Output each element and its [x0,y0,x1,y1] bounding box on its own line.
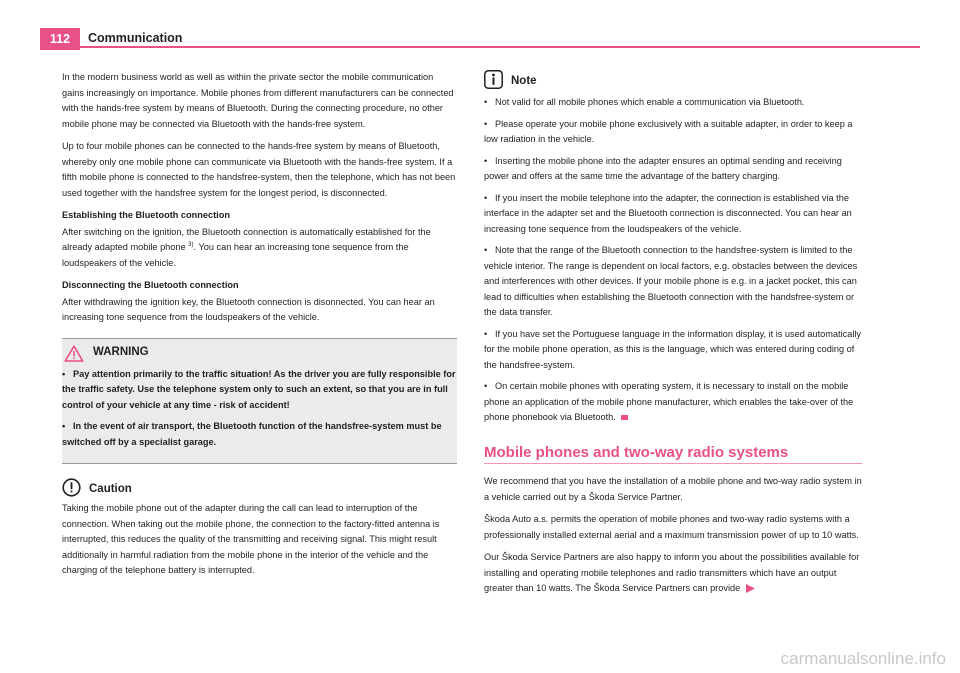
warning-header [62,345,457,362]
note-item: • Not valid for all mobile phones which enable a communication via Bluetooth. [484,95,862,111]
note-item: • Please operate your mobile phone exclusively with a suitable adapter, in order to keep a low radiation in the vehicle. [484,118,853,144]
bullet-icon: • [62,421,66,431]
page-number: 112 [40,28,80,50]
bullet-icon: • [484,381,488,391]
intro-paragraph: Up to four mobile phones can be connected to the hands-free system by means of Bluetooth, whereby only one mobile phone can communicate via Bluetooth with the hands-free system. If a fifth mobile phone is connected to the handsfree-system, then the telephone, which has not been used together with the handsfree system for the longest period, is disconnected. [62,141,456,198]
bullet-icon: • [484,118,488,129]
section-paragraph: Our Škoda Service Partners are also happy to inform you about the possibilities available for installing and operating mobile telephones and radio transmitters which have an output greater than 10 watts. The Škoda Service Partners can provide [484,552,860,593]
note-item: • If you insert the mobile telephone into the adapter, the connection is established via the interface in the adapter set and the Bluetooth connection is disconnected. You can hear an increasing tone sequence from the loudspeakers of the vehicle. [484,192,852,234]
footnote-ref[interactable]: 3) [188,241,194,248]
header-title: Communication [88,31,183,45]
section-rule [484,463,862,464]
warning-item: • In the event of air transport, the Bluetooth function of the handsfree-system must be switched off by a specialist garage. [62,421,442,447]
note-item: • Inserting the mobile phone into the adapter ensures an optimal sending and receiving power and offers at the same time the advantage of the battery charging. [484,155,842,181]
warning-box [62,338,457,465]
watermark: carmanualsonline.info [780,649,946,668]
page-header [0,0,960,48]
note-item: • On certain mobile phones with operating system, it is necessary to install on the mobile phone an application of the mobile phone manufacturer, which enables the take-over of the phone phonebook via Bluetooth. [484,381,854,422]
establishing-text: After switching on the ignition, the Bluetooth connection is automatically established for the already adapted mobile phone $^{3)}$. You can hear an increasing tone sequence from the loudspeakers of the vehicle. [62,226,431,268]
section-paragraph: We recommend that you have the installation of a mobile phone and two-way radio system in a vehicle carried out by a Škoda Service Partner. [484,476,862,502]
establishing-heading: Establishing the Bluetooth connection [62,210,230,220]
right-column [484,70,862,604]
caution-text: Taking the mobile phone out of the adapter during the call can lead to interruption of the connection. When taking out the mobile phone, the connection to the factory-fitted antenna is interrupted, this reduces the quality of the transmitting and receiving signal. This might result additionally in harmful radiation from the mobile phone in the interior of the vehicle and the charging of the telephone battery is interrupted. [62,503,440,575]
note-info-icon [484,70,503,89]
note-header [484,70,862,89]
header-rule [40,46,920,48]
caution-title: Caution [89,482,132,495]
section-paragraph: Škoda Auto a.s. permits the operation of mobile phones and two-way radio systems with a professionally installed external aerial and a maximum transmission power of up to 10 watts. [484,514,859,540]
disconnecting-heading: Disconnecting the Bluetooth connection [62,280,239,290]
bullet-icon: • [484,328,488,339]
caution-header [62,478,457,497]
left-column [62,70,457,586]
disconnecting-text: After withdrawing the ignition key, the Bluetooth connection is disonnected. You can hear an increasing tone sequence from the loudspeakers of the vehicle. [62,296,435,322]
bullet-icon: • [62,368,66,379]
caution-icon [62,478,81,497]
note-item: • If you have set the Portuguese language in the information display, it is used automatically for the mobile phone operation, as this is the language, which was entered during coding of the handsfree-system. [484,328,862,370]
warning-title: WARNING [93,346,149,359]
note-title: Note [511,74,537,87]
section-title: Mobile phones and two-way radio systems [484,443,789,461]
bullet-icon: • [484,155,488,166]
bullet-icon: • [484,97,488,107]
end-of-section-icon [621,415,628,420]
intro-paragraph: In the modern business world as well as within the private sector the mobile communication gains increasingly on importance. Mobile phones from different manufacturers can be connected with the hands-free system by means of Bluetooth. During the connecting procedure, no other mobile phone may be connected via Bluetooth with the hands-free system. [62,72,454,129]
note-item: • Note that the range of the Bluetooth connection to the handsfree-system is limited to the vehicle interior. The range is dependent on local factors, e.g. obstacles between the devices and interferences with other devices. If your mobile phone is e.g. in a jacket pocket, this can lead to difficulties when establishing the Bluetooth connection with the handsfree-system or the data transfer. [484,245,858,317]
bullet-icon: • [484,245,488,255]
continue-arrow-icon[interactable] [746,584,755,593]
warning-item: • Pay attention primarily to the traffic situation! As the driver you are fully responsible for the traffic safety. Use the telephone system only to such an extent, so that you are in full control of your vehicle at any time - risk of accident! [62,368,456,410]
warning-triangle-icon [64,345,84,362]
bullet-icon: • [484,192,488,203]
